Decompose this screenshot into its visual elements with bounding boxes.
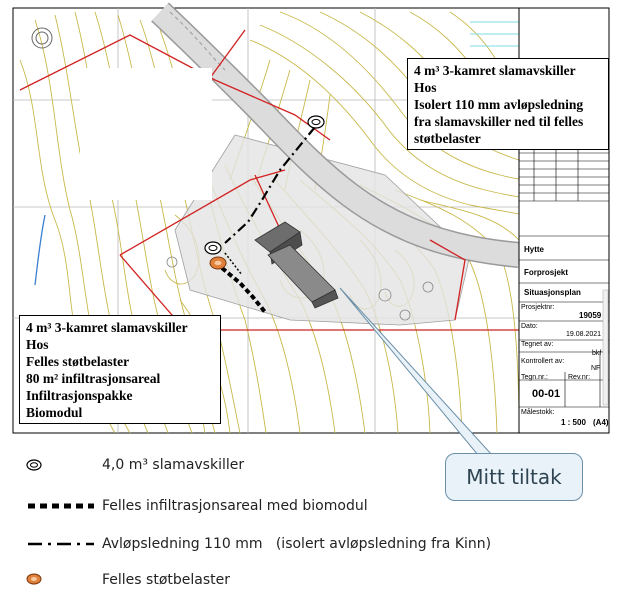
- tb-prosjektnr-label: Prosjektnr:: [521, 304, 555, 311]
- tb-malestokk-label: Målestokk:: [521, 409, 555, 416]
- tb-kontrollert-label: Kontrollert av:: [521, 358, 565, 365]
- tb-kontrollert: NF: [591, 365, 601, 372]
- callout-top-line: Hos: [414, 80, 437, 95]
- tb-tegn-nr: 00-01: [532, 388, 561, 400]
- callout-bottom-line: 4 m³ 3-kamret slamavskiller: [26, 320, 188, 335]
- callout-top-line: Isolert 110 mm avløpsledning: [414, 97, 584, 112]
- tb-rev-nr-label: Rev.nr:: [568, 374, 591, 381]
- mitt-tiltak-label: Mitt tiltak: [445, 453, 583, 501]
- slamavskiller-icon: [26, 454, 102, 476]
- legend-label: Felles støtbelaster: [102, 572, 230, 588]
- callout-bottom-line: Hos: [26, 337, 49, 352]
- legend-item-avlopsledning: [26, 533, 491, 555]
- tb-dato-label: Dato:: [521, 323, 538, 330]
- tb-forprosjekt: Forprosjekt: [524, 268, 569, 277]
- tb-hytte: Hytte: [524, 245, 545, 254]
- callout-bottom-line: Infiltrasjonspakke: [26, 388, 133, 403]
- callout-bottom-line: Felles støtbelaster: [26, 354, 130, 369]
- callout-top-line: 4 m³ 3-kamret slamavskiller: [414, 63, 576, 78]
- tb-prosjektnr: 19059: [579, 311, 602, 320]
- legend-item-infiltrasjon: [26, 495, 368, 517]
- callout-top-line: støtbelaster: [414, 131, 481, 146]
- tb-tegn-nr-label: Tegn.nr.:: [521, 374, 548, 381]
- callout-top-line: fra slamavskiller ned til felles: [414, 114, 584, 129]
- legend-item-stotbelaster: [26, 569, 230, 591]
- legend-label: Avløpsledning 110 mm (isolert avløpsledning fra Kinn): [102, 536, 492, 552]
- tb-situasjonsplan: Situasjonsplan: [524, 288, 581, 297]
- legend-label: Felles infiltrasjonsareal med biomodul: [102, 498, 368, 514]
- tb-tegnet: bkf: [592, 350, 602, 357]
- stotbelaster-icon: [26, 569, 102, 591]
- tb-dato: 19.08.2021: [566, 331, 602, 338]
- tb-format: (A4): [593, 418, 609, 427]
- callout-bottom-line: 80 m² infiltrasjonsareal: [26, 371, 161, 386]
- legend-label: 4,0 m³ slamavskiller: [102, 457, 245, 473]
- dash-dot-line-icon: [26, 533, 102, 555]
- infiltration-line-icon: [26, 495, 102, 517]
- callout-bottom-line: Biomodul: [26, 405, 83, 420]
- tb-malestokk: 1 : 500: [561, 418, 586, 427]
- tb-tegnet-label: Tegnet av:: [521, 341, 554, 348]
- legend-item-slamavskiller: [26, 454, 244, 476]
